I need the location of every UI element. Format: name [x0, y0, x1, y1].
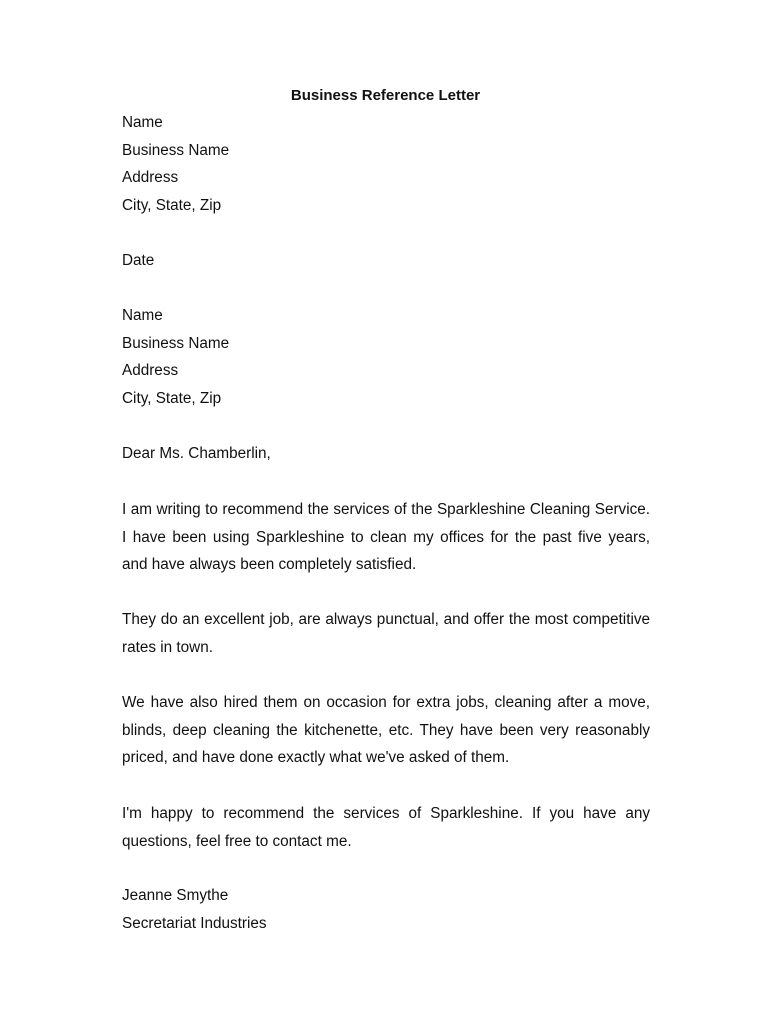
salutation: Dear Ms. Chamberlin, — [122, 445, 271, 462]
sender-city-state-zip: City, State, Zip — [122, 196, 222, 214]
body-paragraph-2: They do an excellent job, are always punctual, and offer the most competitive rates in town. — [122, 611, 650, 656]
sender-address: Address — [122, 169, 179, 187]
recipient-business-name: Business Name — [122, 334, 230, 352]
body-paragraph-4: I'm happy to recommend the services of Sparkleshine. If you have any questions, feel free to contact me. — [122, 805, 650, 850]
sender-address-block — [122, 109, 650, 219]
signature-block — [122, 882, 650, 937]
signature-name: Jeanne Smythe — [122, 887, 229, 904]
document-title: Business Reference Letter — [290, 87, 481, 104]
body-paragraph-3: We have also hired them on occasion for extra jobs, cleaning after a move, blinds, deep cleaning the kitchenette, etc. They have been very reasonably priced, and have done exactly what we've asked of them. — [122, 694, 650, 767]
recipient-city-state-zip: City, State, Zip — [122, 389, 222, 407]
recipient-address-block — [122, 302, 650, 412]
date-line — [122, 247, 650, 275]
body-paragraph-1: I am writing to recommend the services of the Sparkleshine Cleaning Service. I have been using Sparkleshine to clean my offices for the past five years, and have always been completely satisfied. — [122, 501, 650, 574]
signature-company: Secretariat Industries — [122, 914, 267, 932]
sender-business-name: Business Name — [122, 141, 230, 159]
letter-date: Date — [122, 252, 155, 269]
recipient-address: Address — [122, 362, 179, 380]
sender-name: Name — [122, 114, 163, 131]
recipient-name: Name — [122, 307, 163, 324]
